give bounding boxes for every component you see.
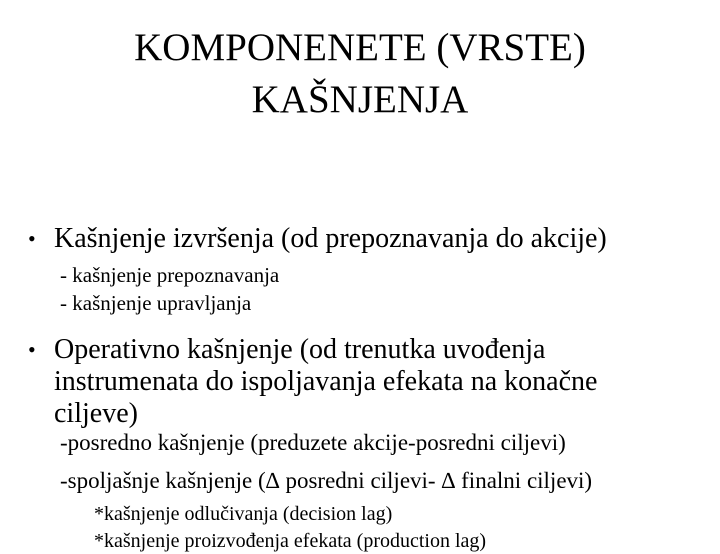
sub-item: - kašnjenje prepoznavanja: [60, 263, 280, 287]
bullet-dot-icon: •: [28, 226, 36, 251]
sub-item: -posredno kašnjenje (preduzete akcije-posredni ciljevi): [60, 430, 566, 455]
bullet-text-line: ciljeve): [54, 398, 138, 429]
slide-title-line-1: KOMPONENETE (VRSTE): [134, 26, 586, 69]
sub-item: - kašnjenje upravljanja: [60, 291, 252, 315]
bullet-text-line: instrumenata do ispoljavanja efekata na konačne: [54, 366, 598, 397]
slide-title-line-2: KAŠNJENJA: [251, 78, 469, 121]
sub-sub-item: *kašnjenje proizvođenja efekata (production lag): [94, 530, 487, 552]
slide-title: [60, 22, 660, 126]
bullet-dot-icon: •: [28, 337, 36, 362]
bullet-text: [54, 334, 694, 430]
bullet-text: Kašnjenje izvršenja (od prepoznavanja do akcije): [54, 223, 607, 254]
bullet-text-line: Operativno kašnjenje (od trenutka uvođenja: [54, 334, 546, 365]
sub-item: -spoljašnje kašnjenje (∆ posredni ciljevi- ∆ finalni ciljevi): [60, 468, 593, 493]
sub-sub-item: *kašnjenje odlučivanja (decision lag): [94, 503, 393, 525]
